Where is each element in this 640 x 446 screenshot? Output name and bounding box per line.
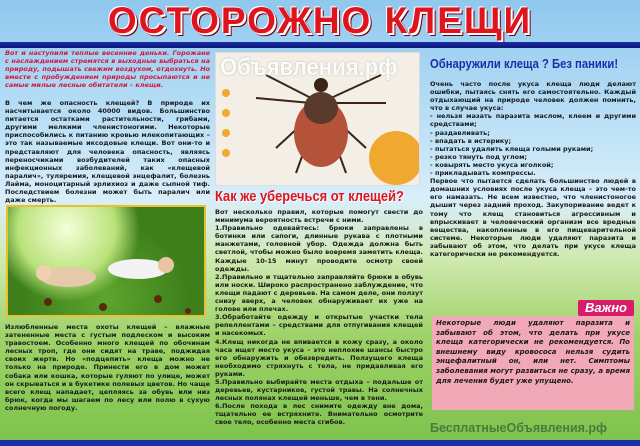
important-text: Некоторые люди удаляют паразита и забывают об этом, что делать при укусе клеща категорически не рекомендуется. По внешнему виду кровососа нельзя судить энцефалитный он, или нет. Симптомы заболевания могут развиться не сразу, а время для лечения будет уже упущено. bbox=[436, 319, 630, 385]
rule-3: 3.Обработайте одежду и открытые участки тела репеллентами – средствами для отпугивания клещей и насекомых. bbox=[215, 313, 423, 338]
bottom-divider bbox=[0, 440, 640, 446]
list-item: - впадать в истерику; bbox=[430, 136, 512, 145]
list-item: - ковырять место укуса иголкой; bbox=[430, 160, 554, 169]
list-item: - нельзя мазать паразита маслом, клеем и другими средствами; bbox=[430, 112, 636, 129]
rule-2: 2.Правильно и тщательно заправляйте брюки в обувь или носки. Широко распространено заблуждение, что клещи падают с деревьев. На самом деле, они ползут снизу вверх, а человек обнаруживает их уже на голове или плечах. bbox=[215, 272, 423, 314]
rule-1: 1.Правильно одевайтесь: брюки заправлены в ботинки или сапоги, длинные рукава с плотными манжетами, головной убор. Одежда должна быть светлой, чтобы можно было вовремя заметить клеща. Каждые 10-15 минут проводите осмотр своей одежды. bbox=[215, 224, 423, 273]
found-tick-text bbox=[430, 80, 636, 258]
rule-6: 6.После похода в лес снимите одежду вне дома, тщательно ее встряхните. Внимательно осмотрите свое тело, особенно места сгибов. bbox=[215, 402, 423, 427]
habitat-text: Излюбленные места охоты клещей – влажные затененные места с густым подлеском и высоким травостоем. Особенно много клещей по обочинам лесных троп, где они сидят на траве, поджидая своих жертв. Но «подцепить» клеща можно не только на природе. Принести его в дом может собака или кошка, которые гуляют по улице, может он скрываться и в букетике полевых цветов. Но чаще всего клещ нападает, цепляясь за обувь или низ брюк, когда мы шагаем по лесу или полю в сухую солнечную погоду. bbox=[5, 323, 210, 412]
watermark-overlay: Объявления.рф bbox=[220, 54, 398, 81]
rule-4: 4.Клещ никогда не впивается в кожу сразу, а около часа ищет место укуса – это неплохие шансы быстро его обнаружить и обезвредить. Ползущего клеща необходимо стряхнуть с тела, не придавливая его руками. bbox=[215, 337, 423, 378]
found-outro: Первое что пытается сделать большинство людей в домашних условиях после укуса клеща – это чем-то его намазать. Не всем известно, что членистоногое дышит через задний проход. Закупоривание ведет к тому что клещ становиться агрессивным и впрыскивает в человеческий организм все вредные вещества, накопленные в его пищеварительной системе. Некоторые люди удаляют паразита и забывают об этом, что делать при укусе клеща категорически не рекомендуется. bbox=[430, 177, 636, 258]
found-tick-heading: Обнаружили клеща ? Без паники! bbox=[430, 57, 619, 71]
rules-intro: Вот несколько правил, которые помогут свести до минимума вероятность встречи с ними. bbox=[215, 208, 423, 225]
found-intro: Очень часто после укуса клеща люди делают ошибки, пытаясь снять его самостоятельно. Каждый отдыхающий на природе человек должен помнить, что в случае укуса: bbox=[430, 80, 636, 113]
intro-text: Вот и наступили теплые весенние деньки. Горожане с наслаждением стремятся в выходные выбраться на природу, подышать свежим воздухом, отдохнуть. Но вместе с пробуждением природы просыпаются и не самые милые лесные обитатели – клещи. bbox=[5, 49, 210, 90]
list-item: - раздавливать; bbox=[430, 128, 490, 137]
children-on-grass-photo bbox=[6, 205, 206, 317]
important-badge: Важно bbox=[578, 300, 634, 316]
dont-list bbox=[430, 112, 636, 177]
list-item: - пытаться удалить клеща голыми руками; bbox=[430, 144, 594, 153]
protection-column bbox=[215, 188, 423, 427]
photo-illustration bbox=[8, 207, 206, 317]
protection-rules bbox=[215, 208, 423, 427]
important-box bbox=[432, 316, 634, 410]
danger-text: В чем же опасность клещей? В природе их насчитывается около 40000 видов. Большинство питается остатками растительности, грибами, другими мелкими членистоногими. Некоторые приспособились к питанию кровью млекопитающих – это так называемые иксодовые клещи. Вот они-то и представляют для человека опасность, являясь переносчиками возбудителей таких опасных инфекционных заболеваний, как «клещевой паралич», туляремия, клещевой энцефалит, болезнь Лайма, моноцитарный эрлихиоз и даже сыпной тиф. Последствием болезни может быть паралич или даже смерть. bbox=[5, 99, 210, 205]
top-divider bbox=[0, 42, 640, 48]
poster-title: ОСТОРОЖНО КЛЕЩИ bbox=[107, 0, 533, 41]
protection-heading: Как же уберечься от клещей? bbox=[215, 188, 404, 205]
list-item: - прикладывать компрессы. bbox=[430, 169, 536, 178]
found-tick-column bbox=[430, 56, 636, 258]
tick-infographic bbox=[215, 52, 420, 186]
list-item: - резко тянуть под углом; bbox=[430, 152, 527, 161]
site-watermark: БесплатныеОбъявления.рф bbox=[430, 421, 607, 435]
rule-5: 5.Правильно выбирайте места отдыха – подальше от деревьев, кустарников, густой травы. На солнечных лесных полянах клещей меньше, чем в тени. bbox=[215, 377, 423, 403]
